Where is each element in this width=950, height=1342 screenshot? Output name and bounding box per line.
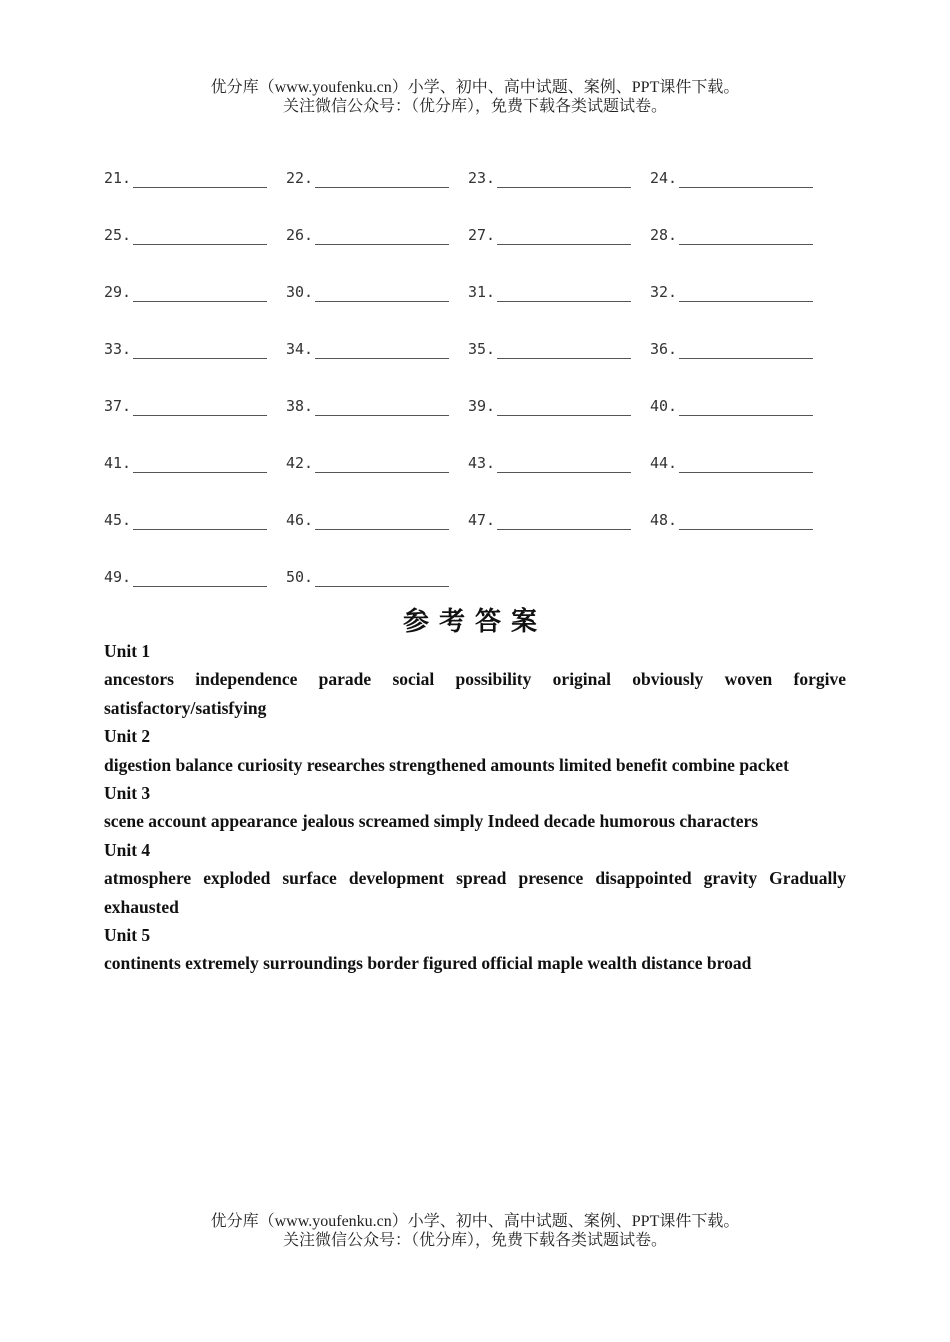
answer-blank — [468, 131, 650, 188]
answer-blank — [468, 473, 650, 530]
blank-number: 22. — [286, 169, 314, 187]
blank-line — [497, 171, 631, 188]
blank-number: 42. — [286, 454, 314, 472]
blank-number: 43. — [468, 454, 496, 472]
blank-line — [497, 456, 631, 473]
header-line-1: 优分库（www.youfenku.cn）小学、初中、高中试题、案例、PPT课件下载。 — [210, 79, 740, 96]
blank-line — [497, 342, 631, 359]
blank-line — [679, 456, 813, 473]
blank-number: 29. — [104, 283, 132, 301]
answer-blank — [286, 359, 468, 416]
unit-title: Unit 4 — [104, 839, 151, 860]
answer-blank — [650, 302, 832, 359]
header-line-2: 关注微信公众号：（优分库），免费下载各类试题试卷。 — [282, 98, 667, 115]
blank-number: 49. — [104, 568, 132, 586]
blank-number: 27. — [468, 226, 496, 244]
blank-number: 48. — [650, 511, 678, 529]
unit-answer-words: digestion balance curiosity researches strengthened amounts limited benefit combine packet — [104, 754, 789, 775]
blank-number: 32. — [650, 283, 678, 301]
blank-line — [679, 228, 813, 245]
answer-blank — [104, 416, 286, 473]
answer-blank — [650, 473, 832, 530]
blank-number: 23. — [468, 169, 496, 187]
blank-line — [679, 399, 813, 416]
blank-line — [315, 228, 449, 245]
answer-blank — [286, 131, 468, 188]
unit-answer-words: continents extremely surroundings border figured official maple wealth distance broad — [104, 953, 752, 974]
blank-line — [133, 228, 267, 245]
blank-line — [315, 399, 449, 416]
answer-blank — [650, 416, 832, 473]
blank-number: 36. — [650, 340, 678, 358]
blank-line — [679, 513, 813, 530]
unit-title: Unit 3 — [104, 783, 151, 804]
unit-answer-words: scene account appearance jealous screamed simply Indeed decade humorous characters — [104, 811, 759, 832]
answer-blank — [104, 473, 286, 530]
answer-key-list — [104, 637, 846, 978]
unit-title: Unit 1 — [104, 641, 151, 661]
answer-blank — [650, 359, 832, 416]
blank-line — [679, 171, 813, 188]
blank-line — [315, 456, 449, 473]
answer-blank — [104, 302, 286, 359]
blank-line — [497, 513, 631, 530]
answer-blank — [104, 188, 286, 245]
blank-number: 33. — [104, 340, 132, 358]
footer-line-1: 优分库（www.youfenku.cn）小学、初中、高中试题、案例、PPT课件下载。 — [210, 1213, 740, 1230]
blank-number: 39. — [468, 397, 496, 415]
blank-line — [133, 456, 267, 473]
blank-number: 44. — [650, 454, 678, 472]
answer-blank — [468, 245, 650, 302]
blank-line — [315, 513, 449, 530]
blank-line — [497, 228, 631, 245]
answer-blank — [286, 245, 468, 302]
answer-blank — [286, 416, 468, 473]
blank-line — [497, 399, 631, 416]
unit-answer-words: ancestors independence parade social possibility original obviously woven forgive satisfactory/satisfying — [104, 669, 846, 718]
answer-blank — [286, 302, 468, 359]
answer-blank — [650, 188, 832, 245]
blank-line — [133, 171, 267, 188]
blank-number: 46. — [286, 511, 314, 529]
blank-number: 38. — [286, 397, 314, 415]
page-footer — [0, 1212, 950, 1250]
blank-number: 24. — [650, 169, 678, 187]
blank-number: 45. — [104, 511, 132, 529]
blank-line — [679, 342, 813, 359]
answer-blank-grid — [104, 131, 864, 587]
answer-blank — [650, 245, 832, 302]
answer-blank — [104, 530, 286, 587]
blank-number: 50. — [286, 568, 314, 586]
answer-blank — [104, 359, 286, 416]
blank-line — [133, 570, 267, 587]
blank-number: 25. — [104, 226, 132, 244]
answer-blank — [286, 530, 468, 587]
blank-number: 34. — [286, 340, 314, 358]
blank-line — [133, 399, 267, 416]
page-header — [0, 78, 950, 116]
blank-number: 40. — [650, 397, 678, 415]
answer-key-title: 参考答案 — [402, 607, 547, 637]
blank-number: 31. — [468, 283, 496, 301]
blank-number: 30. — [286, 283, 314, 301]
blank-line — [133, 513, 267, 530]
blank-line — [315, 285, 449, 302]
blank-line — [497, 285, 631, 302]
blank-line — [315, 171, 449, 188]
blank-line — [315, 570, 449, 587]
blank-number: 35. — [468, 340, 496, 358]
blank-line — [133, 285, 267, 302]
blank-line — [315, 342, 449, 359]
answer-blank — [468, 359, 650, 416]
answer-blank — [468, 416, 650, 473]
answer-blank — [286, 188, 468, 245]
unit-title: Unit 2 — [104, 726, 151, 747]
blank-line — [133, 342, 267, 359]
blank-number: 26. — [286, 226, 314, 244]
answer-blank — [104, 245, 286, 302]
blank-number: 41. — [104, 454, 132, 472]
footer-line-2: 关注微信公众号：（优分库），免费下载各类试题试卷。 — [282, 1232, 667, 1249]
answer-blank — [468, 302, 650, 359]
unit-title: Unit 5 — [104, 925, 151, 946]
answer-blank — [286, 473, 468, 530]
blank-number: 21. — [104, 169, 132, 187]
unit-answer-words: atmosphere exploded surface development spread presence disappointed gravity Gradually exhausted — [104, 868, 846, 917]
answer-blank — [650, 131, 832, 188]
blank-number: 47. — [468, 511, 496, 529]
answer-blank — [468, 188, 650, 245]
answer-blank — [104, 131, 286, 188]
blank-number: 37. — [104, 397, 132, 415]
blank-line — [679, 285, 813, 302]
blank-number: 28. — [650, 226, 678, 244]
